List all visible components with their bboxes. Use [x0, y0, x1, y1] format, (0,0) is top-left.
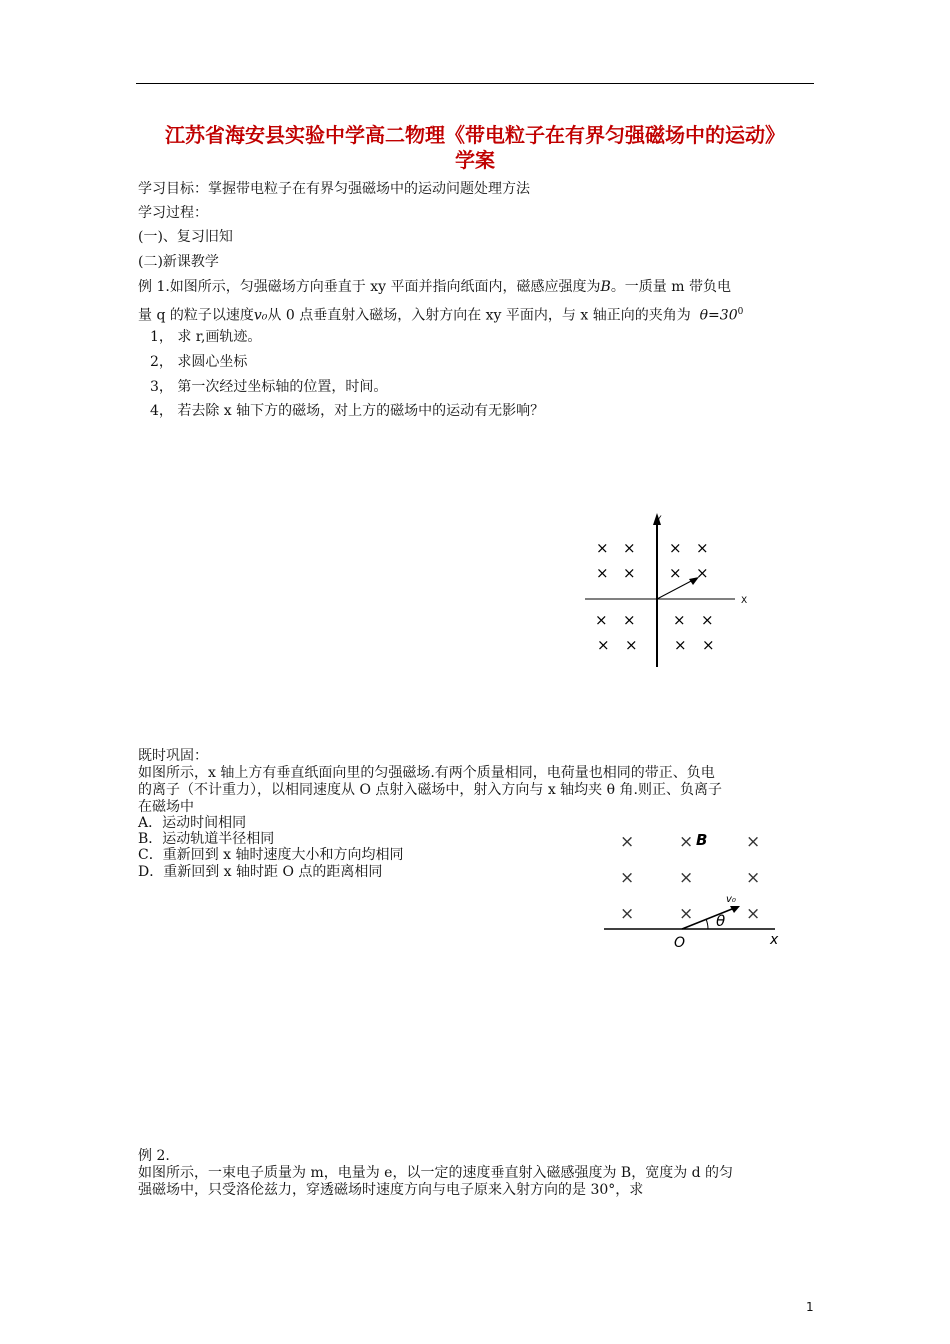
example2-line2: 强磁场中，只受洛伦兹力，穿透磁场时速度方向与电子原来入射方向的是 30°，求: [138, 1182, 644, 1198]
field-mark: ×: [620, 832, 635, 852]
field-mark: ×: [625, 636, 638, 654]
page-title-line2: 学案: [455, 148, 495, 172]
header-rule: [136, 83, 814, 84]
section-new-lesson: (二)新课教学: [138, 254, 219, 270]
field-mark: ×: [669, 564, 682, 582]
B-label: B: [696, 831, 708, 849]
example1-degree: 0: [737, 307, 744, 317]
field-mark: ×: [701, 611, 714, 629]
v0-label: v₀: [726, 894, 736, 905]
x-axis-label: x: [770, 932, 779, 948]
theta-label: θ: [716, 912, 726, 930]
page-number: 1: [806, 1300, 814, 1314]
field-mark: ×: [702, 636, 715, 654]
example2-line1: 如图所示，一束电子质量为 m，电量为 e，以一定的速度垂直射入磁感强度为 B，宽度为 d 的匀: [138, 1165, 734, 1181]
origin-label: O: [674, 935, 686, 951]
example1-question-3: 3， 第一次经过坐标轴的位置，时间。: [150, 379, 388, 395]
field-mark: ×: [597, 636, 610, 654]
velocity-vector: [657, 579, 695, 599]
learning-process: 学习过程：: [138, 205, 208, 221]
practice-line2: 的离子（不计重力），以相同速度从 O 点射入磁场中，射入方向与 x 轴均夹 θ 角.则正、负离子: [138, 782, 722, 798]
field-mark: ×: [669, 539, 682, 557]
field-marks: [620, 832, 760, 924]
field-mark: ×: [620, 904, 635, 924]
field-mark: ×: [746, 832, 761, 852]
field-mark: ×: [623, 539, 636, 557]
field-mark: ×: [595, 611, 608, 629]
example2-heading: 例 2.: [138, 1148, 170, 1164]
field-mark: ×: [596, 564, 609, 582]
field-mark: ×: [679, 904, 694, 924]
field-mark: ×: [620, 868, 635, 888]
field-mark: ×: [674, 636, 687, 654]
field-mark: ×: [746, 868, 761, 888]
practice-option-a: A．运动时间相同: [138, 815, 247, 831]
field-mark: ×: [696, 564, 709, 582]
field-mark: ×: [696, 539, 709, 557]
field-mark: ×: [679, 868, 694, 888]
field-mark: ×: [679, 832, 694, 852]
practice-option-c: C．重新回到 x 轴时速度大小和方向均相同: [138, 847, 404, 863]
example1-theta: θ=30: [699, 307, 738, 324]
example1-question-4: 4， 若去除 x 轴下方的磁场，对上方的磁场中的运动有无影响？: [150, 403, 545, 419]
example1-text-c: 量 q 的粒子以速度: [138, 307, 254, 324]
practice-figure: [600, 822, 790, 952]
field-mark: ×: [746, 904, 761, 924]
example1-text-b: 。一质量 m 带负电: [610, 279, 731, 295]
page-title-line1: 江苏省海安县实验中学高二物理《带电粒子在有界匀强磁场中的运动》: [165, 123, 785, 147]
field-marks: [595, 539, 715, 654]
field-mark: ×: [623, 564, 636, 582]
section-review: (一)、复习旧知: [138, 229, 233, 245]
y-axis-label: Y: [656, 515, 662, 525]
x-axis-label: X: [741, 596, 748, 606]
practice-option-d: D．重新回到 x 轴时距 O 点的距离相同: [138, 864, 383, 880]
example1-v0: v₀: [253, 307, 268, 324]
example1-line1: [138, 278, 731, 296]
field-mark: ×: [673, 611, 686, 629]
example1-question-2: 2， 求圆心坐标: [150, 354, 248, 370]
example1-B: B: [600, 279, 611, 295]
example1-text-a: 例 1.如图所示，匀强磁场方向垂直于 xy 平面并指向纸面内，磁感应强度为: [138, 279, 601, 295]
practice-line3: 在磁场中: [138, 799, 194, 815]
example1-question-1: 1， 求 r,画轨迹。: [150, 329, 262, 345]
field-mark: ×: [623, 611, 636, 629]
practice-heading: 既时巩固：: [138, 748, 208, 764]
example1-figure: [585, 505, 755, 675]
learning-objective: 学习目标：掌握带电粒子在有界匀强磁场中的运动问题处理方法: [138, 181, 530, 197]
practice-line1: 如图所示，x 轴上方有垂直纸面向里的匀强磁场.有两个质量相同，电荷量也相同的带正、负电: [138, 765, 715, 781]
example1-line2: [138, 303, 743, 325]
example1-text-d: 从 0 点垂直射入磁场，入射方向在 xy 平面内，与 x 轴正向的夹角为: [267, 307, 691, 324]
field-mark: ×: [596, 539, 609, 557]
angle-arc: [706, 919, 708, 929]
practice-option-b: B．运动轨道半径相同: [138, 831, 275, 847]
